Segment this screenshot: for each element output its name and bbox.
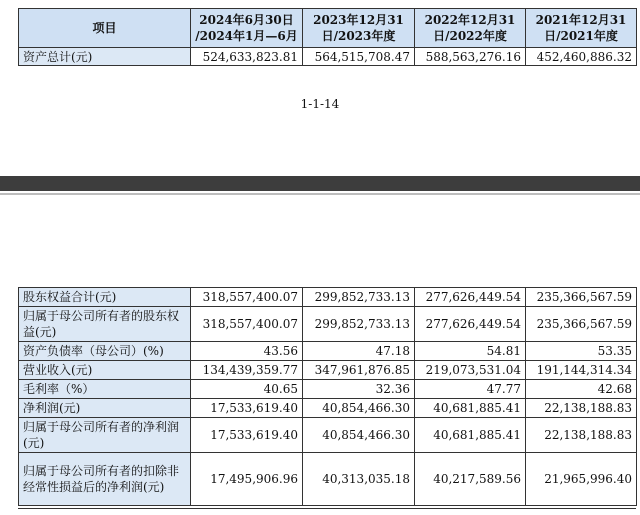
cell-value: 42.68 [526,380,637,399]
header-2021-text: 2021年12月31 日/2021年度 [535,13,627,43]
page-number: 1-1-14 [300,97,340,111]
row-label: 净利润(元) [19,399,191,418]
cell-value: 53.35 [526,342,637,361]
cell-value: 299,852,733.13 [303,288,415,307]
table-row [19,453,637,506]
cell-value: 277,626,449.54 [415,307,526,342]
row-label: 归属于母公司所有者的股东权益(元) [19,307,191,342]
cell-value: 564,515,708.47 [303,48,415,66]
cell-value: 54.81 [415,342,526,361]
header-2023-text: 2023年12月31 日/2023年度 [313,13,404,43]
table-header-row [19,9,637,48]
cell-value: 17,533,619.40 [191,418,303,453]
cell-value: 235,366,567.59 [526,288,637,307]
cell-value: 43.56 [191,342,303,361]
header-2021 [526,9,637,48]
summary-table-top [18,8,637,66]
cell-value: 191,144,314.34 [526,361,637,380]
row-label: 归属于母公司所有者的扣除非经常性损益后的净利润(元) [19,453,191,506]
header-2024-text: 2024年6月30日 /2024年1月—6月 [195,13,298,43]
table-row [19,342,637,361]
cell-value: 22,138,188.83 [526,418,637,453]
row-label: 归属于母公司所有者的净利润(元) [19,418,191,453]
header-2024 [191,9,303,48]
cell-value: 17,533,619.40 [191,399,303,418]
cell-value: 40,681,885.41 [415,399,526,418]
cell-value: 219,073,531.04 [415,361,526,380]
row-label: 资产负债率（母公司）(%) [19,342,191,361]
table-row [19,399,637,418]
table-row [19,48,637,66]
table-row [19,361,637,380]
table-row [19,418,637,453]
cell-value: 452,460,886.32 [526,48,637,66]
cell-value: 21,965,996.40 [526,453,637,506]
cell-value: 40,854,466.30 [303,418,415,453]
cell-value: 299,852,733.13 [303,307,415,342]
cell-value: 318,557,400.07 [191,288,303,307]
table-row [19,307,637,342]
row-label: 毛利率（%） [19,380,191,399]
cell-value: 588,563,276.16 [415,48,526,66]
page-divider [0,176,640,191]
header-2022-text: 2022年12月31 日/2022年度 [424,13,516,43]
row-label: 资产总计(元) [19,48,191,66]
row-label: 股东权益合计(元) [19,288,191,307]
cell-value: 32.36 [303,380,415,399]
table-row [19,288,637,307]
header-2022 [415,9,526,48]
cell-value: 40,217,589.56 [415,453,526,506]
header-item: 项目 [19,9,191,48]
cell-value: 40,313,035.18 [303,453,415,506]
cell-value: 40,854,466.30 [303,399,415,418]
cell-value: 47.77 [415,380,526,399]
page-divider-shadow [0,193,640,195]
cell-value: 22,138,188.83 [526,399,637,418]
cell-value: 47.18 [303,342,415,361]
header-2023 [303,9,415,48]
table-row [19,380,637,399]
cell-value: 524,633,823.81 [191,48,303,66]
summary-table-bottom [18,287,637,506]
cell-value: 134,439,359.77 [191,361,303,380]
cell-value: 277,626,449.54 [415,288,526,307]
cell-value: 347,961,876.85 [303,361,415,380]
cell-value: 40.65 [191,380,303,399]
cell-value: 17,495,906.96 [191,453,303,506]
row-label: 营业收入(元) [19,361,191,380]
cell-value: 40,681,885.41 [415,418,526,453]
cell-value: 235,366,567.59 [526,307,637,342]
cell-value: 318,557,400.07 [191,307,303,342]
